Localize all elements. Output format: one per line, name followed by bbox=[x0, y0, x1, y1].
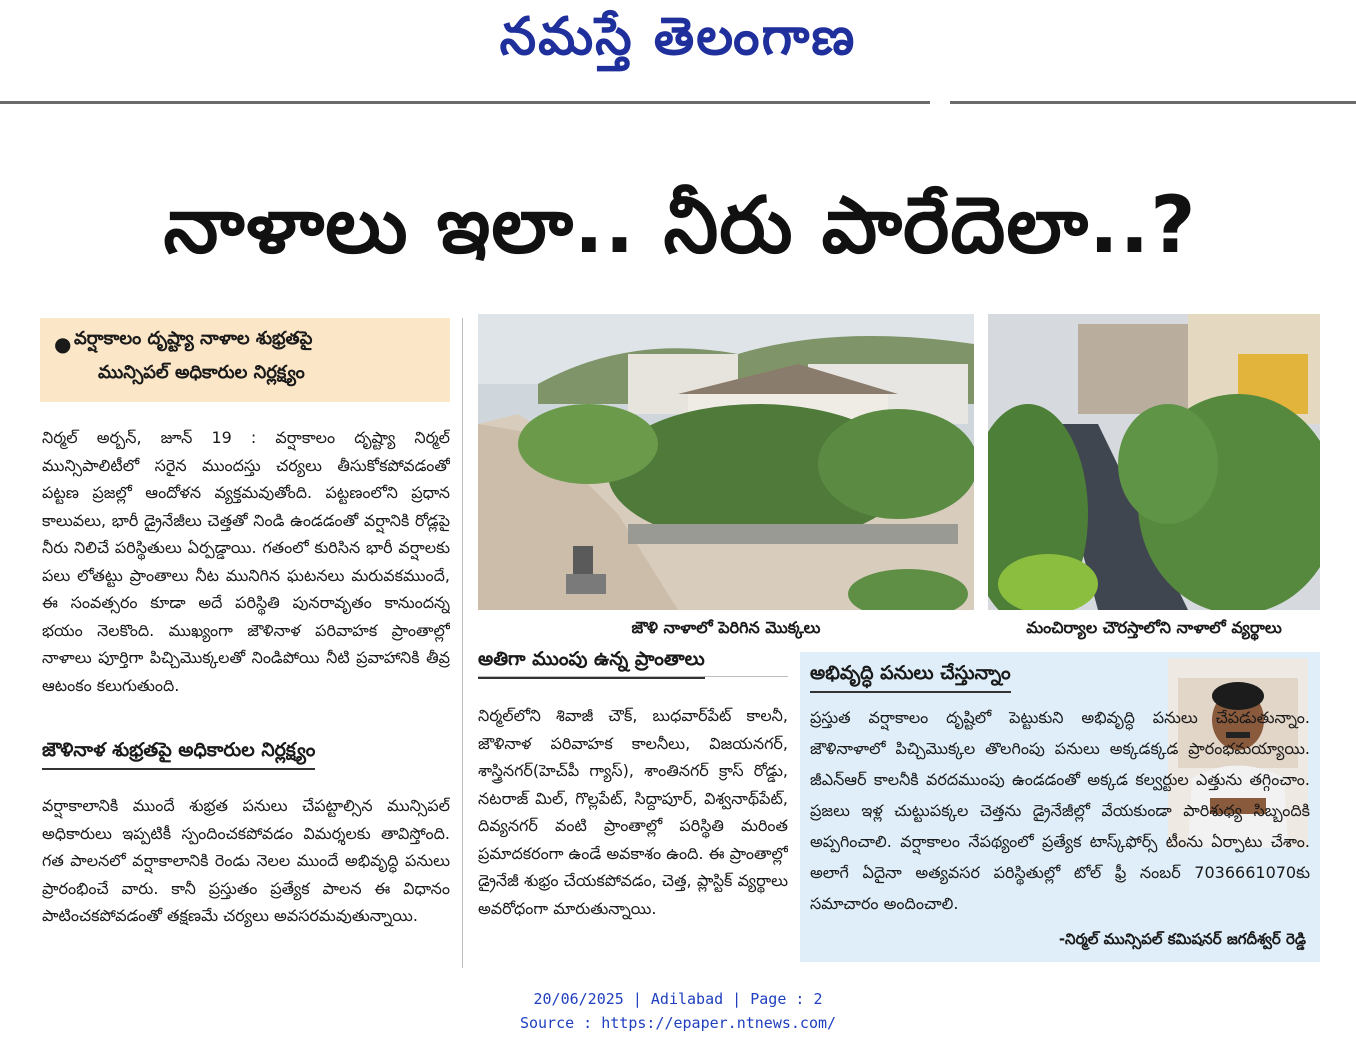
highlight-line-2: మున్సిపల్ అధికారుల నిర్లక్ష్యం bbox=[98, 362, 305, 383]
highlight-line-1: వర్షాకాలం దృష్ట్యా నాళాల శుభ్రతపై bbox=[74, 328, 313, 349]
section3-text: నిర్మల్‌లోని శివాజీ చౌక్, బుధవార్‌పేట్ కాలనీ, జౌళినాళ పరివాహక కాలనీలు, విజయనగర్, శాస్త్రినగర్(హెచ్‌పీ గ్యాస్), శాంతినగర్ క్రాస్ రోడ్డు, నటరాజ్ మిల్, గొల్లపేట్, సిద్దాపూర్, విశ్వనాథ్‌పేట్, దివ్యనగర్ వంటి ప్రాంతాల్లో పరిస్థితి మరింత ప్రమాదకరంగా ఉండే అవకాశం ఉంది. ఈ ప్రాంతాల్లో డ్రైనేజీ శుభ్రం చేయకపోవడం, చెత్త, ప్లాస్టిక్ వ్యర్థాలు అవరోధంగా మారుతున్నాయి. bbox=[478, 706, 788, 918]
article-headline: నాళాలు ఇలా.. నీరు పారేదెలా..? bbox=[163, 181, 1197, 271]
devbox-body-text: ప్రస్తుత వర్షాకాలం దృష్టిలో పెట్టుకుని అభివృద్ధి పనులు చేపడుతున్నాం. జౌళినాళాలో పిచ్చిమొక్కల తొలగింపు పనులు అక్కడక్కడ ప్రారంభమయ్యాయి. జీఎన్‌ఆర్ కాలనీకి వరదముంపు ఉండడంతో అక్కడ కల్వర్టుల ఎత్తును తగ్గించాం. ప్రజలు ఇళ్ల చుట్టుపక్కల చెత్తను డ్రైనేజీల్లో వేయకుండా పారిశుధ్య సిబ్బందికి అప్పగించాలి. వర్షాకాలం నేపథ్యంలో ప్రత్యేక టాస్క్‌ఫోర్స్ టీంను ఏర్పాటు చేశాం. అలాగే ఏదైనా అత్యవసర పరిస్థితుల్లో టోల్ ఫ్రీ నంబర్ 7036661070కు సమాచారం అందించాలి. bbox=[810, 708, 1310, 913]
masthead-rule-right bbox=[950, 101, 1356, 104]
section3-heading: అతిగా ముంపు ఉన్న ప్రాంతాలు bbox=[478, 648, 705, 679]
devbox-heading: అభివృద్ధి పనులు చేస్తున్నాం bbox=[810, 662, 1011, 693]
section2-text: వర్షాకాలానికి ముందే శుభ్రత పనులు చేపట్టాల్సిన మున్సిపల్ అధికారులు ఇప్పటికీ స్పందించకపోవడం విమర్శలకు తావిస్తోంది. గత పాలనలో వర్షాకాలానికి రెండు నెలల ముందే అభివృద్ధి పనులు ప్రారంభించే వారు. కానీ ప్రస్తుతం ప్రత్యేక పాలన ఈ విధానం పాటించకపోవడంతో తక్షణమే చర్యలు అవసరమవుతున్నాయి. bbox=[42, 796, 450, 925]
photo-jouli-nala bbox=[478, 314, 974, 610]
commissioner-signature: -నిర్మల్ మున్సిపల్ కమిషనర్ జగదీశ్వర్ రెడ్డి bbox=[1058, 930, 1306, 948]
section2-heading: జౌళినాళ శుభ్రతపై అధికారుల నిర్లక్ష్యం bbox=[42, 739, 315, 770]
section2-paragraph bbox=[42, 792, 450, 962]
devbox-text bbox=[810, 702, 1310, 919]
photo-mancherial-nala-image bbox=[988, 314, 1320, 610]
photo-caption-1: జౌళి నాళాలో పెరిగిన మొక్కలు bbox=[631, 618, 821, 637]
masthead-rule bbox=[0, 101, 930, 104]
photo-caption-2: మంచిర్యాల చౌరస్తాలోని నాళాలో వ్యర్థాలు bbox=[1026, 618, 1282, 637]
masthead bbox=[0, 0, 1356, 108]
footer-source: Source : https://epaper.ntnews.com/ bbox=[519, 1014, 837, 1032]
section3-paragraph bbox=[478, 702, 788, 958]
column-divider bbox=[462, 318, 463, 968]
photo-mancherial-nala bbox=[988, 314, 1320, 610]
section3-rule bbox=[478, 676, 788, 677]
intro-paragraph bbox=[42, 424, 450, 734]
footer-date-edition: 20/06/2025 | Adilabad | Page : 2 bbox=[533, 990, 823, 1008]
bullet-icon: ● bbox=[54, 332, 72, 356]
photo-jouli-nala-image bbox=[478, 314, 974, 610]
newspaper-logo: నమస్తే తెలంగాణ bbox=[499, 6, 857, 67]
highlight-box bbox=[40, 318, 450, 402]
intro-text: నిర్మల్ అర్బన్, జూన్ 19 : వర్షాకాలం దృష్ట్యా నిర్మల్ మున్సిపాలిటీలో సరైన ముందస్తు చర్యలు తీసుకోకపోవడంతో పట్టణ ప్రజల్లో ఆందోళన వ్యక్తమవుతోంది. పట్టణంలోని ప్రధాన కాలువలు, భారీ డ్రైనేజీలు చెత్తతో నిండి ఉండడంతో వర్షానికి రోడ్లపై నీరు నిలిచే పరిస్థితులు ఏర్పడ్డాయి. గతంలో కురిసిన భారీ వర్షాలకు పలు లోతట్టు ప్రాంతాలు నీట మునిగిన ఘటనలు మరువకముందే, ఈ సంవత్సరం కూడా అదే పరిస్థితి పునరావృతం కానుందన్న భయం నెలకొంది. ముఖ్యంగా జౌళినాళ పరివాహక ప్రాంతాల్లో నాళాలు పూర్తిగా పిచ్చిమొక్కలతో నిండిపోయి నీటి ప్రవాహానికి తీవ్ర ఆటంకం కలుగుతుంది. bbox=[42, 428, 450, 695]
commissioner-quote-box bbox=[800, 652, 1320, 962]
